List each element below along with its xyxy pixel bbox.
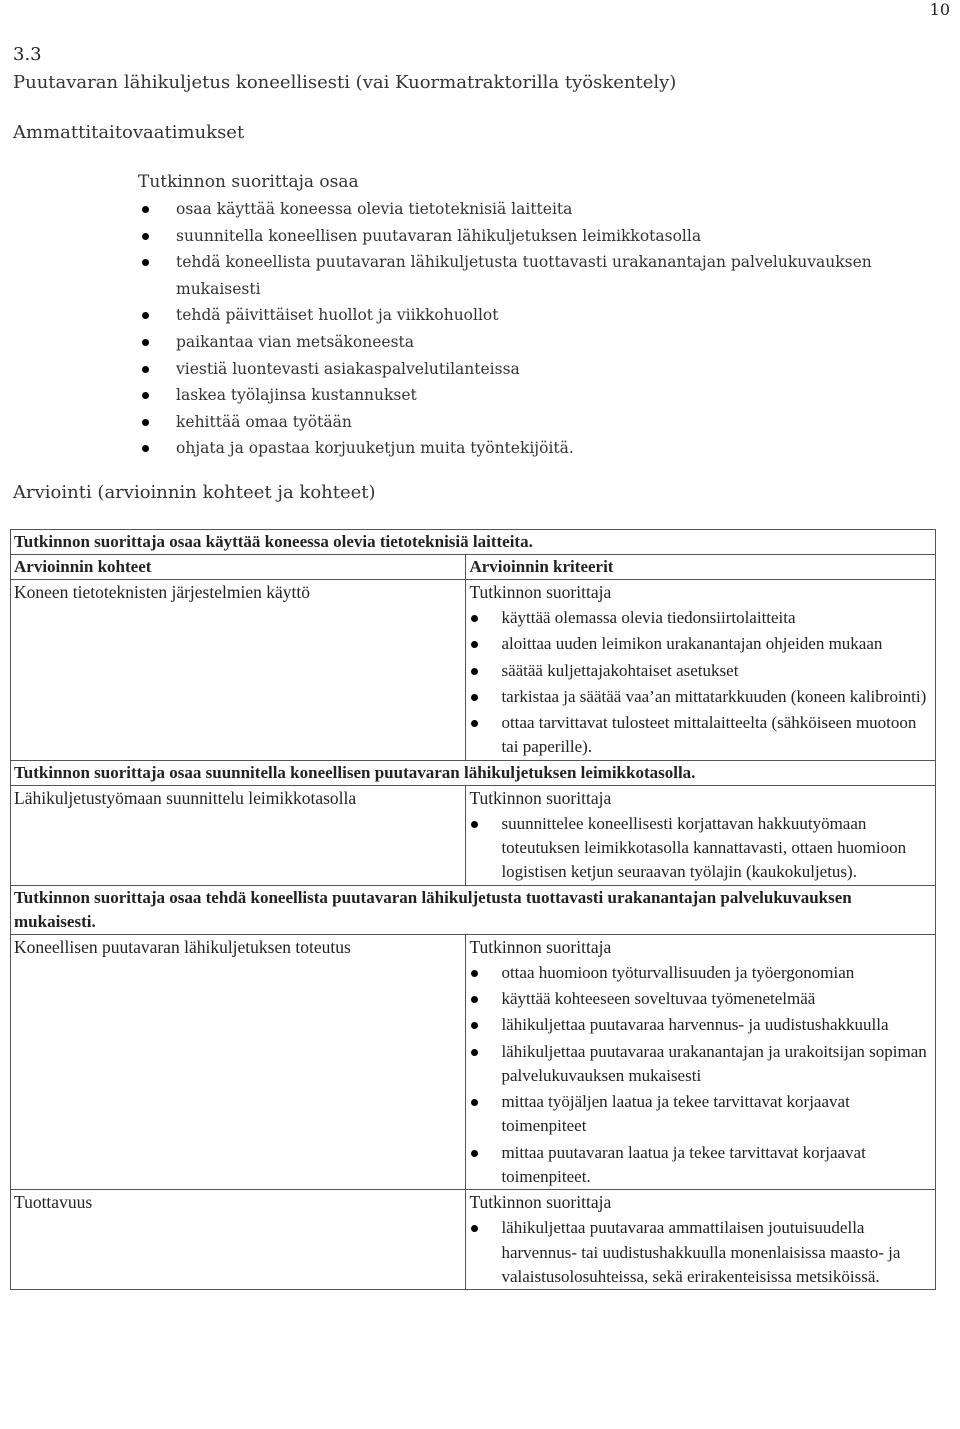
list-item: lähikuljettaa puutavaraa ammattilaisen joutuisuudella harvennus- tai uudistushakkuulla monenlaisissa maasto- ja valaistusolosuhteissa, sekä erirakenteisissa metsiköissä. bbox=[469, 1216, 932, 1289]
list-item: laskea työlajinsa kustannukset bbox=[140, 382, 900, 409]
table-row bbox=[11, 530, 936, 555]
page-number: 10 bbox=[929, 0, 950, 19]
assessment-table bbox=[10, 529, 936, 1290]
list-item: paikantaa vian metsäkoneesta bbox=[140, 329, 900, 356]
criteria-cell bbox=[466, 785, 936, 885]
criteria-list bbox=[469, 961, 932, 1190]
list-item: tarkistaa ja säätää vaa’an mittatarkkuuden (koneen kalibrointi) bbox=[469, 685, 932, 709]
table-row bbox=[11, 885, 936, 934]
criteria-cell bbox=[466, 934, 936, 1190]
group-heading: Tutkinnon suorittaja osaa käyttää koneessa olevia tietoteknisiä laitteita. bbox=[11, 530, 936, 555]
criteria-intro: Tutkinnon suorittaja bbox=[469, 787, 612, 808]
list-item: lähikuljettaa puutavaraa harvennus- ja uudistushakkuulla bbox=[469, 1013, 932, 1037]
group-heading: Tutkinnon suorittaja osaa suunnitella koneellisen puutavaran lähikuljetuksen leimikkotasolla. bbox=[11, 760, 936, 785]
section-title: Puutavaran lähikuljetus koneellisesti (vai Kuormatraktorilla työskentely) bbox=[13, 72, 677, 93]
list-item: lähikuljettaa puutavaraa urakanantajan ja urakoitsijan sopiman palvelukuvauksen mukaisesti bbox=[469, 1040, 932, 1089]
group-heading: Tutkinnon suorittaja osaa tehdä koneellista puutavaran lähikuljetusta tuottavasti urakanantajan palvelukuvauksen mukaisesti. bbox=[11, 885, 936, 934]
list-item: aloittaa uuden leimikon urakanantajan ohjeiden mukaan bbox=[469, 632, 932, 656]
list-item: kehittää omaa työtään bbox=[140, 409, 900, 436]
criteria-cell bbox=[466, 580, 936, 761]
criteria-intro: Tutkinnon suorittaja bbox=[469, 1192, 612, 1213]
criteria-list bbox=[469, 1216, 932, 1289]
list-item: suunnittelee koneellisesti korjattavan hakkuutyömaan toteutuksen leimikkotasolla kannattavasti, ottaen huomioon logistisen ketjun seuraavan työlajin (kaukokuljetus). bbox=[469, 812, 932, 885]
criteria-intro: Tutkinnon suorittaja bbox=[469, 936, 612, 957]
table-row bbox=[11, 934, 936, 1190]
section-subtitle: Ammattitaitovaatimukset bbox=[13, 122, 245, 143]
column-header-criteria: Arvioinnin kriteerit bbox=[466, 555, 936, 580]
table-row bbox=[11, 580, 936, 761]
table-row bbox=[11, 555, 936, 580]
target-cell: Koneen tietoteknisten järjestelmien käyttö bbox=[11, 580, 466, 761]
list-item: käyttää kohteeseen soveltuvaa työmenetelmää bbox=[469, 987, 932, 1011]
list-item: ottaa tarvittavat tulosteet mittalaitteelta (sähköiseen muotoon tai paperille). bbox=[469, 711, 932, 760]
table-row bbox=[11, 760, 936, 785]
target-cell: Lähikuljetustyömaan suunnittelu leimikkotasolla bbox=[11, 785, 466, 885]
criteria-list bbox=[469, 606, 932, 760]
list-item: ohjata ja opastaa korjuuketjun muita työntekijöitä. bbox=[140, 435, 900, 462]
criteria-cell bbox=[466, 1190, 936, 1290]
table-row bbox=[11, 785, 936, 885]
list-item: viestiä luontevasti asiakaspalvelutilanteissa bbox=[140, 356, 900, 383]
list-item: osaa käyttää koneessa olevia tietoteknisiä laitteita bbox=[140, 196, 900, 223]
list-item: ottaa huomioon työturvallisuuden ja työergonomian bbox=[469, 961, 932, 985]
list-item: mittaa työjäljen laatua ja tekee tarvittavat korjaavat toimenpiteet bbox=[469, 1090, 932, 1139]
table-row bbox=[11, 1190, 936, 1290]
requirements-intro: Tutkinnon suorittaja osaa bbox=[138, 172, 359, 192]
list-item: tehdä koneellista puutavaran lähikuljetusta tuottavasti urakanantajan palvelukuvauksen mukaisesti bbox=[140, 249, 900, 302]
list-item: suunnitella koneellisen puutavaran lähikuljetuksen leimikkotasolla bbox=[140, 223, 900, 250]
section-number: 3.3 bbox=[13, 44, 42, 65]
target-cell: Tuottavuus bbox=[11, 1190, 466, 1290]
assessment-title: Arviointi (arvioinnin kohteet ja kohteet) bbox=[13, 482, 376, 503]
criteria-list bbox=[469, 812, 932, 885]
requirements-list bbox=[140, 196, 900, 462]
list-item: säätää kuljettajakohtaiset asetukset bbox=[469, 659, 932, 683]
criteria-intro: Tutkinnon suorittaja bbox=[469, 582, 612, 602]
column-header-targets: Arvioinnin kohteet bbox=[11, 555, 466, 580]
list-item: tehdä päivittäiset huollot ja viikkohuollot bbox=[140, 302, 900, 329]
list-item: mittaa puutavaran laatua ja tekee tarvittavat korjaavat toimenpiteet. bbox=[469, 1141, 932, 1190]
list-item: käyttää olemassa olevia tiedonsiirtolaitteita bbox=[469, 606, 932, 630]
target-cell: Koneellisen puutavaran lähikuljetuksen toteutus bbox=[11, 934, 466, 1190]
